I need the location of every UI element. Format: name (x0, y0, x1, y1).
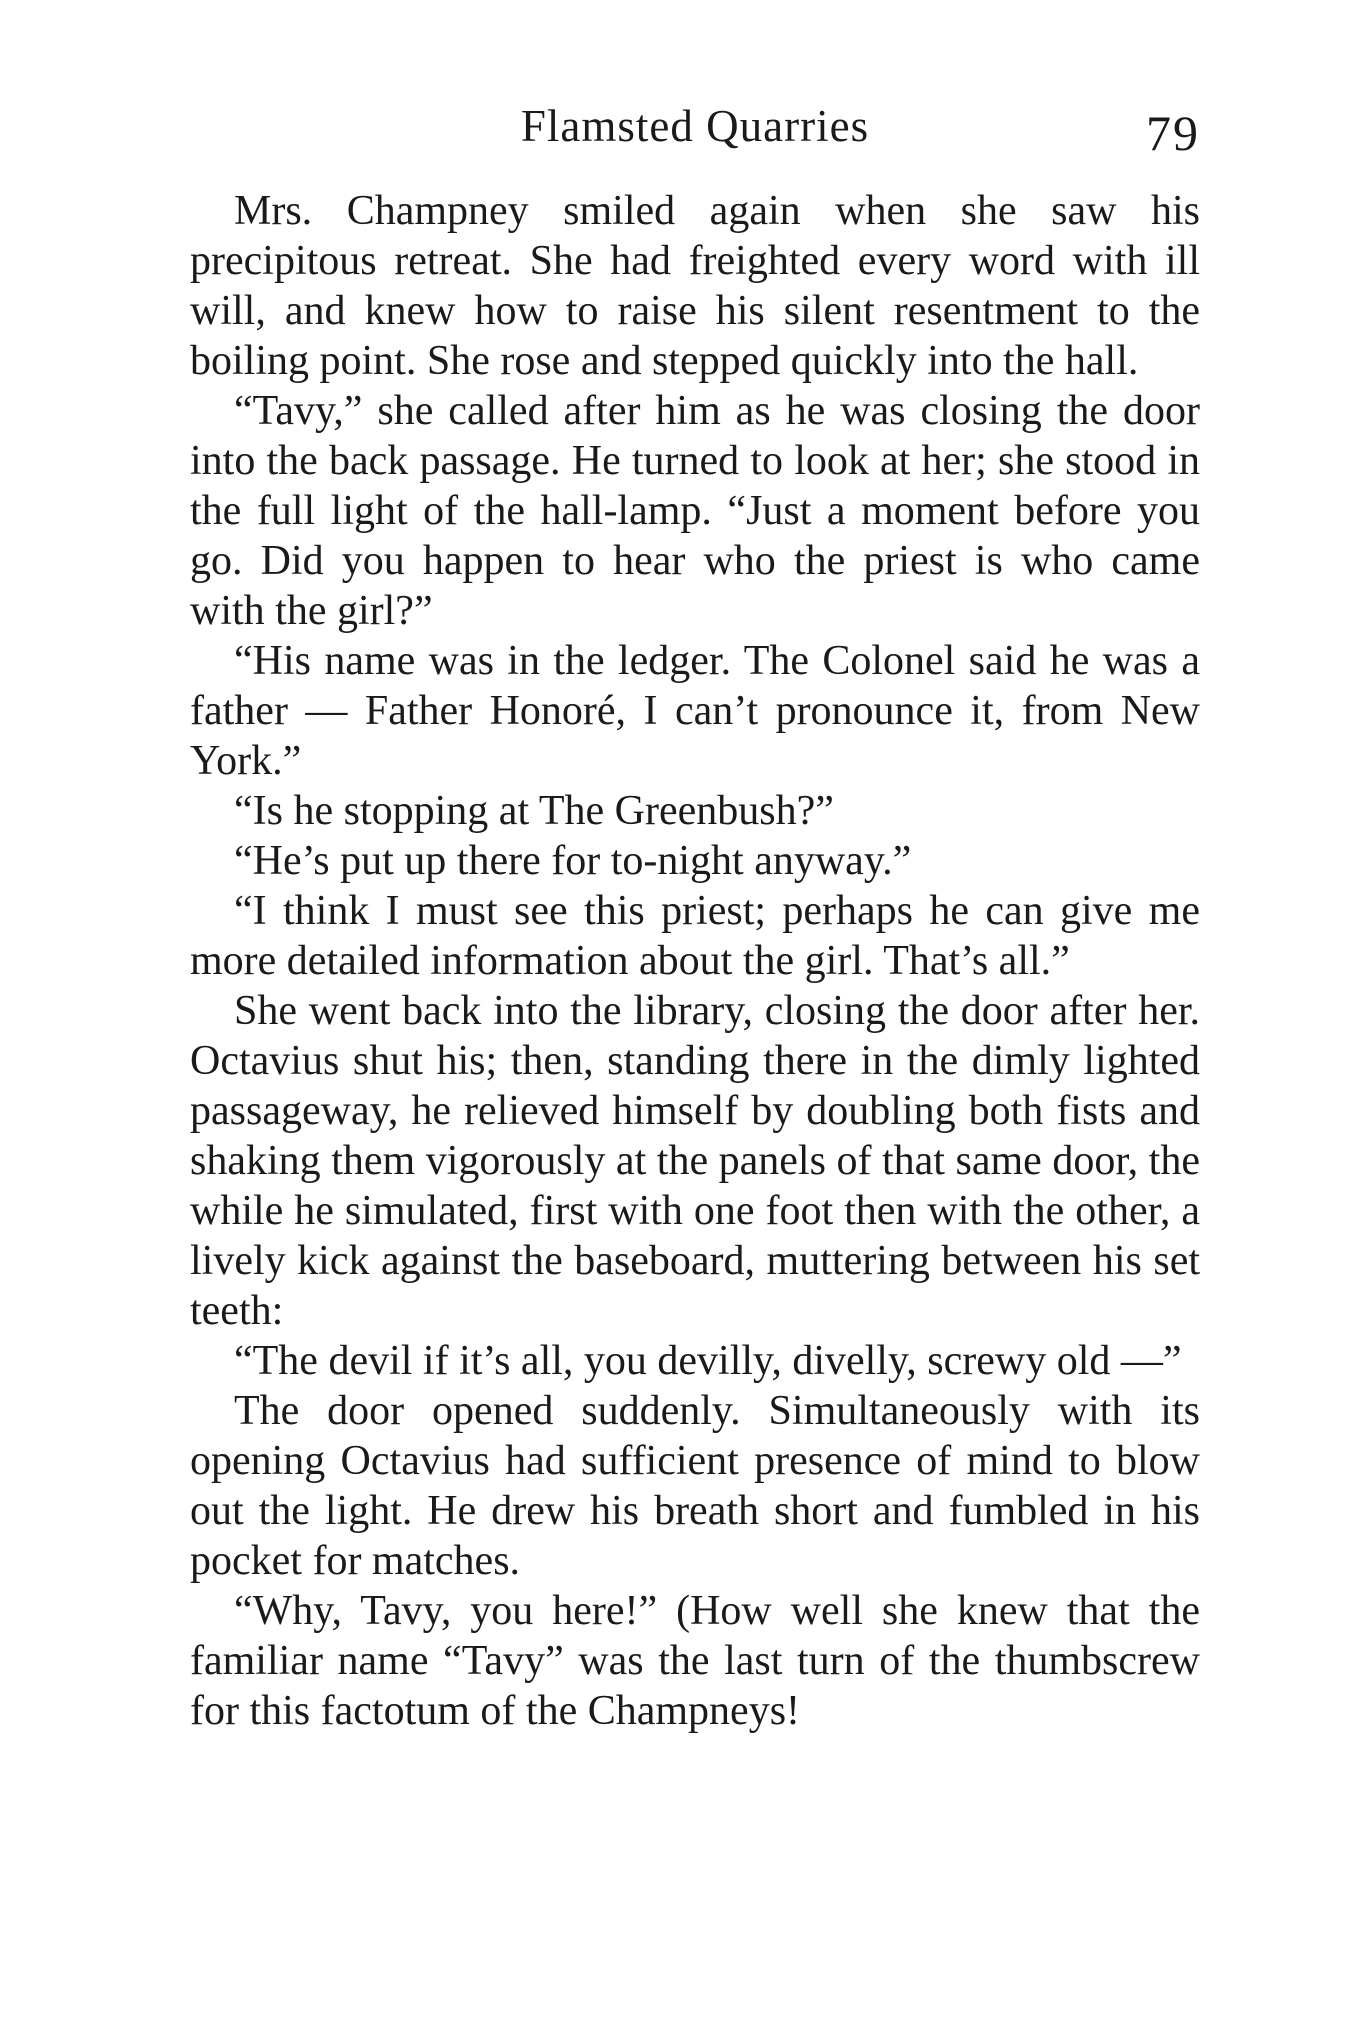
book-page (190, 100, 1200, 1736)
paragraph: “The devil if it’s all, you devilly, divelly, screwy old —” (234, 1338, 1182, 1384)
paragraph: “He’s put up there for to-night anyway.” (234, 838, 912, 884)
paragraph: Mrs. Champney smiled again when she saw his precipitous retreat. She had freighted every word with ill will, and knew how to raise his silent resentment to the boiling point. She rose and stepped quickly into the hall. (190, 188, 1200, 384)
paragraph: “His name was in the ledger. The Colonel said he was a father — Father Honoré, I can’t pronounce it, from New York.” (190, 638, 1200, 784)
running-head (190, 100, 1200, 174)
paragraph: The door opened suddenly. Simultaneously with its opening Octavius had sufficient presence of mind to blow out the light. He drew his breath short and fumbled in his pocket for matches. (190, 1388, 1200, 1584)
paragraph: “Is he stopping at The Greenbush?” (234, 788, 834, 834)
paragraph: “Why, Tavy, you here!” (How well she knew that the familiar name “Tavy” was the last turn of the thumbscrew for this factotum of the Champneys! (190, 1588, 1200, 1734)
paragraph: “Tavy,” she called after him as he was closing the door into the back passage. He turned to look at her; she stood in the full light of the hall-lamp. “Just a moment before you go. Did you happen to hear who the priest is who came with the girl?” (190, 388, 1200, 634)
body-text (190, 186, 1200, 1736)
running-title: Flamsted Quarries (520, 101, 870, 151)
paragraph: She went back into the library, closing the door after her. Octavius shut his; then, standing there in the dimly lighted passageway, he relieved himself by doubling both fists and shaking them vigorously at the panels of that same door, the while he simulated, first with one foot then with the other, a lively kick against the baseboard, muttering between his set teeth: (190, 988, 1200, 1334)
page-number: 79 (1146, 105, 1200, 161)
paragraph: “I think I must see this priest; perhaps he can give me more detailed information about the girl. That’s all.” (190, 888, 1200, 984)
